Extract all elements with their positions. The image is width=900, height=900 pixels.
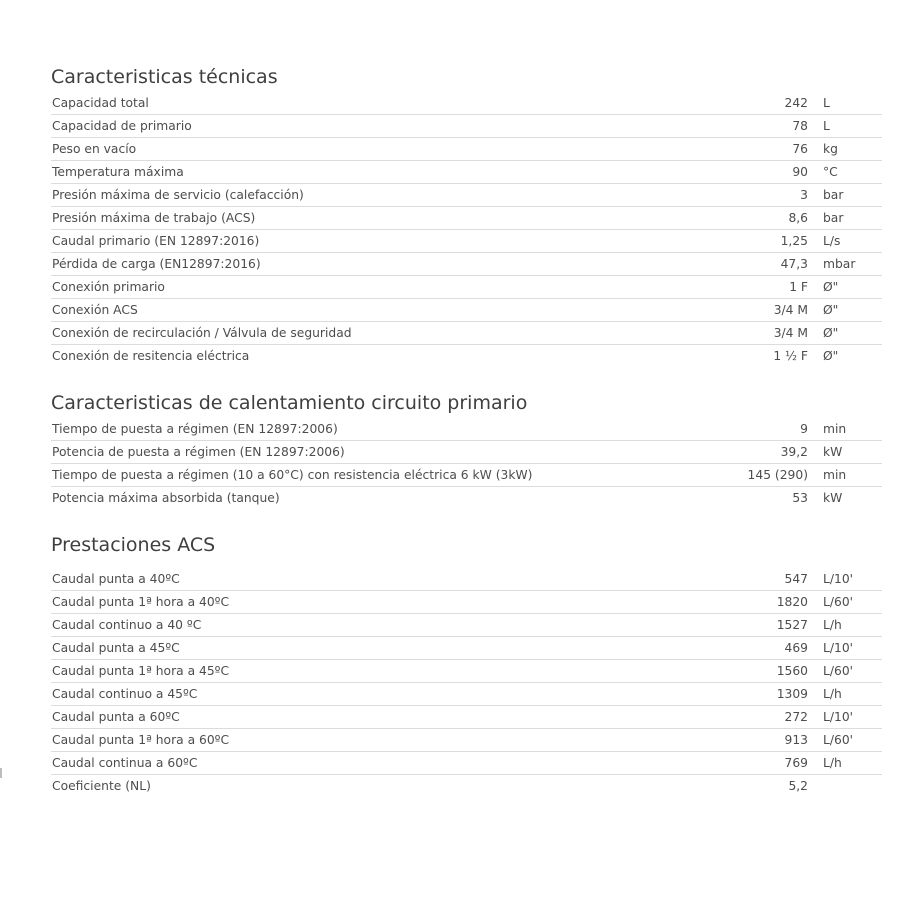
row-value: 547 xyxy=(784,572,808,586)
row-unit: min xyxy=(823,422,847,436)
row-unit: Ø" xyxy=(823,349,839,363)
table-row xyxy=(51,637,882,660)
table-row xyxy=(51,464,882,487)
row-label: Coeficiente (NL) xyxy=(52,779,151,793)
row-label: Caudal punta a 40ºC xyxy=(52,572,180,586)
row-unit: L/h xyxy=(823,618,842,632)
row-label: Caudal continua a 60ºC xyxy=(52,756,198,770)
row-label: Pérdida de carga (EN12897:2016) xyxy=(52,257,261,271)
row-label: Potencia de puesta a régimen (EN 12897:2006) xyxy=(52,445,345,459)
table-row xyxy=(51,253,882,276)
row-value: 1 F xyxy=(789,280,808,294)
row-unit: min xyxy=(823,468,847,482)
row-value: 39,2 xyxy=(780,445,808,459)
row-value: 272 xyxy=(784,710,808,724)
row-unit: L/60' xyxy=(823,733,854,747)
table-row xyxy=(51,299,882,322)
row-unit: °C xyxy=(823,165,838,179)
row-unit: L/10' xyxy=(823,572,854,586)
table-row xyxy=(51,441,882,464)
row-unit: L/h xyxy=(823,756,842,770)
edge-marker xyxy=(0,768,2,778)
row-value: 769 xyxy=(784,756,808,770)
row-unit: L/h xyxy=(823,687,842,701)
row-value: 3 xyxy=(800,188,808,202)
section-title: Prestaciones ACS xyxy=(51,534,216,556)
row-value: 145 (290) xyxy=(747,468,808,482)
table-row xyxy=(51,729,882,752)
table-row xyxy=(51,230,882,253)
section-title: Caracteristicas técnicas xyxy=(51,66,278,88)
spec-table xyxy=(51,568,882,798)
table-row xyxy=(51,591,882,614)
row-value: 1560 xyxy=(776,664,808,678)
row-value: 8,6 xyxy=(788,211,808,225)
row-value: 1820 xyxy=(776,595,808,609)
row-unit: Ø" xyxy=(823,280,839,294)
row-unit: L/10' xyxy=(823,641,854,655)
row-value: 76 xyxy=(792,142,808,156)
table-row xyxy=(51,115,882,138)
row-value: 78 xyxy=(792,119,808,133)
row-value: 47,3 xyxy=(780,257,808,271)
row-value: 3/4 M xyxy=(773,303,808,317)
row-label: Tiempo de puesta a régimen (10 a 60°C) con resistencia eléctrica 6 kW (3kW) xyxy=(52,468,533,482)
section-technical-characteristics xyxy=(51,62,882,368)
spec-table xyxy=(51,418,882,510)
table-row xyxy=(51,184,882,207)
row-value: 53 xyxy=(792,491,808,505)
row-label: Capacidad de primario xyxy=(52,119,192,133)
table-row xyxy=(51,161,882,184)
row-label: Temperatura máxima xyxy=(52,165,184,179)
row-value: 9 xyxy=(800,422,808,436)
row-label: Caudal punta 1ª hora a 60ºC xyxy=(52,733,230,747)
row-label: Caudal primario (EN 12897:2016) xyxy=(52,234,260,248)
row-unit: L/s xyxy=(823,234,841,248)
row-value: 1527 xyxy=(776,618,808,632)
row-value: 1309 xyxy=(776,687,808,701)
section-primary-circuit-heating xyxy=(51,388,882,510)
table-row xyxy=(51,92,882,115)
row-label: Conexión de recirculación / Válvula de seguridad xyxy=(52,326,352,340)
table-row xyxy=(51,138,882,161)
row-label: Presión máxima de servicio (calefacción) xyxy=(52,188,304,202)
table-row xyxy=(51,207,882,230)
row-label: Caudal continuo a 45ºC xyxy=(52,687,198,701)
row-label: Conexión de resitencia eléctrica xyxy=(52,349,250,363)
row-unit: L/60' xyxy=(823,664,854,678)
section-acs-performance xyxy=(51,530,882,798)
row-unit: L/60' xyxy=(823,595,854,609)
table-row xyxy=(51,660,882,683)
row-label: Caudal punta a 45ºC xyxy=(52,641,180,655)
row-value: 5,2 xyxy=(788,779,808,793)
table-row xyxy=(51,487,882,510)
row-unit: Ø" xyxy=(823,326,839,340)
table-row xyxy=(51,752,882,775)
table-row xyxy=(51,568,882,591)
row-label: Presión máxima de trabajo (ACS) xyxy=(52,211,256,225)
table-row xyxy=(51,276,882,299)
table-row xyxy=(51,345,882,368)
row-value: 90 xyxy=(792,165,808,179)
section-title: Caracteristicas de calentamiento circuito primario xyxy=(51,392,528,414)
row-unit: Ø" xyxy=(823,303,839,317)
spec-table xyxy=(51,92,882,368)
row-label: Peso en vacío xyxy=(52,142,137,156)
row-label: Tiempo de puesta a régimen (EN 12897:2006) xyxy=(52,422,338,436)
table-row xyxy=(51,418,882,441)
row-label: Caudal continuo a 40 ºC xyxy=(52,618,202,632)
table-row xyxy=(51,322,882,345)
spec-sheet xyxy=(51,62,882,798)
table-row xyxy=(51,775,882,798)
row-label: Potencia máxima absorbida (tanque) xyxy=(52,491,280,505)
row-label: Capacidad total xyxy=(52,96,149,110)
row-unit: L xyxy=(823,119,830,133)
row-value: 469 xyxy=(784,641,808,655)
row-label: Caudal punta a 60ºC xyxy=(52,710,180,724)
row-unit: bar xyxy=(823,211,844,225)
row-value: 913 xyxy=(784,733,808,747)
row-label: Conexión ACS xyxy=(52,303,138,317)
table-row xyxy=(51,706,882,729)
row-value: 242 xyxy=(784,96,808,110)
row-unit: bar xyxy=(823,188,844,202)
row-unit: kW xyxy=(823,445,843,459)
row-value: 1,25 xyxy=(780,234,808,248)
row-unit: kg xyxy=(823,142,838,156)
row-value: 1 ½ F xyxy=(773,349,808,363)
table-row xyxy=(51,614,882,637)
row-label: Caudal punta 1ª hora a 45ºC xyxy=(52,664,230,678)
row-unit: L xyxy=(823,96,830,110)
table-row xyxy=(51,683,882,706)
row-unit: mbar xyxy=(823,257,856,271)
row-unit: L/10' xyxy=(823,710,854,724)
row-label: Conexión primario xyxy=(52,280,165,294)
row-unit: kW xyxy=(823,491,843,505)
row-value: 3/4 M xyxy=(773,326,808,340)
row-label: Caudal punta 1ª hora a 40ºC xyxy=(52,595,230,609)
